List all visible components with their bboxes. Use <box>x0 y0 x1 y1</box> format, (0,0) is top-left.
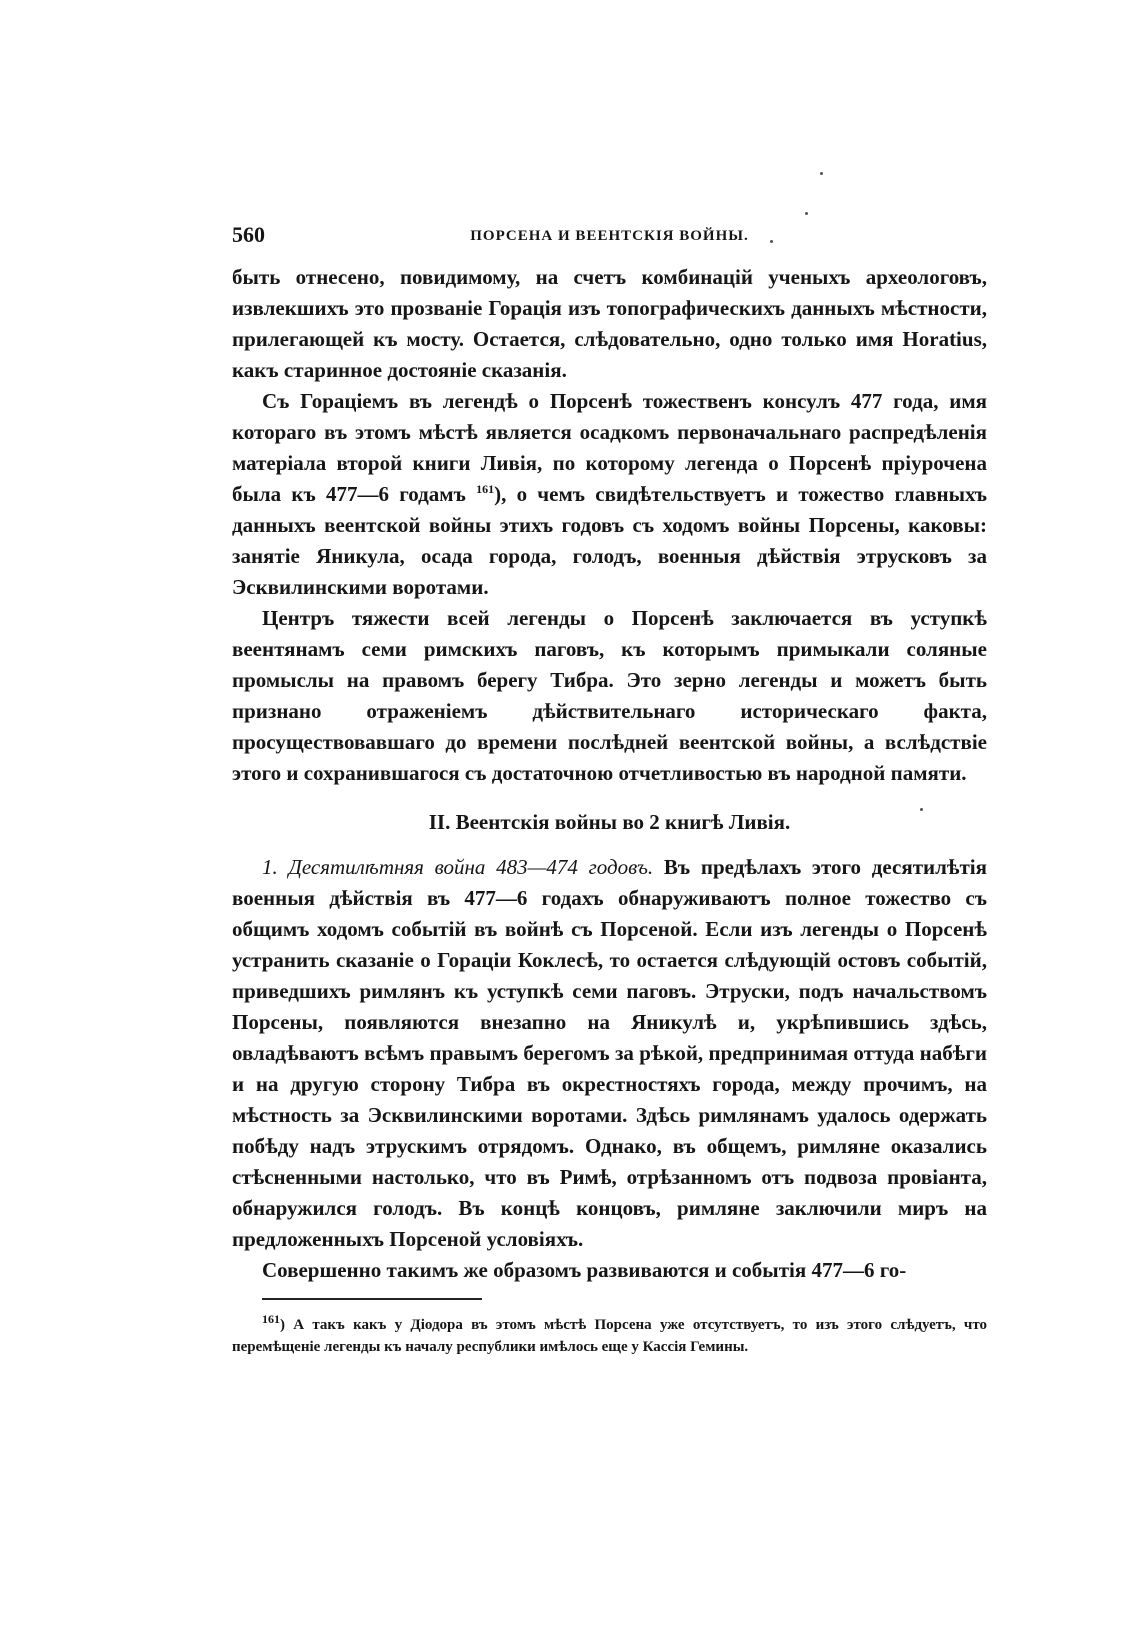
document-page <box>232 222 987 1358</box>
paragraph-2 <box>232 386 987 603</box>
paper-speck <box>805 212 808 215</box>
footnote-text: ) А такъ какъ у Діодора въ этомъ мѣстѣ Порсена уже отсутствуетъ, то изъ этого слѣдуетъ, что перемѣщеніе легенды къ началу республики имѣлось еще у Кассія Гемины. <box>232 1317 987 1355</box>
running-title: ПОРСЕНА И ВЕЕНТСКІЯ ВОЙНЫ. <box>470 228 749 244</box>
subsection-lead: 1. Десятилѣтняя война 483—474 годовъ. <box>262 855 654 879</box>
footnote-divider <box>262 1298 482 1300</box>
paragraph-2-text-after-note: ), о чемъ свидѣтельствуетъ и тожество главныхъ данныхъ веентской войны этихъ годовъ съ ходомъ войны Порсены, каковы: занятіе Яникула, осада города, голодъ, военныя дѣйствія этрусковъ за Эсквилинскими воротами. <box>232 482 987 599</box>
footnote-reference: 161 <box>476 482 495 496</box>
section-body <box>232 852 987 1286</box>
paper-speck <box>820 172 823 175</box>
subsection-paragraph <box>232 852 987 1255</box>
paragraph-3: Центръ тяжести всей легенды о Порсенѣ заключается въ уступкѣ веентянамъ семи римскихъ паговъ, къ которымъ примыкали соляные промыслы на правомъ берегу Тибра. Это зерно легенды и можетъ быть признано отраженіемъ дѣйствительнаго историческаго факта, просуществовавшаго до времени послѣдней веентской войны, а вслѣдствіе этого и сохранившагося съ достаточною отчетливостью въ народной памяти. <box>232 606 987 785</box>
page-header <box>232 222 987 262</box>
page-number: 560 <box>232 222 265 247</box>
paragraph-1: быть отнесено, повидимому, на счетъ комбинацій ученыхъ археологовъ, извлекшихъ это прозваніе Горація изъ топографическихъ данныхъ мѣстности, прилегающей къ мосту. Остается, слѣдовательно, одно только имя Horatius, какъ старинное достояніе сказанія. <box>232 265 987 382</box>
subsection-text: Въ предѣлахъ этого десятилѣтія военныя дѣйствія въ 477—6 годахъ обнаруживаютъ полное тожество съ общимъ ходомъ событій въ войнѣ съ Порсеной. Если изъ легенды о Порсенѣ устранить сказаніе о Гораціи Коклесѣ, то остается слѣдующій остовъ событій, приведшихъ римлянъ къ уступкѣ семи паговъ. Этруски, подъ начальствомъ Порсены, появляются внезапно на Яникулѣ и, укрѣпившись здѣсь, овладѣваютъ всѣмъ правымъ берегомъ за рѣкой, предпринимая оттуда набѣги и на другую сторону Тибра въ окрестностяхъ города, между прочимъ, на мѣстность за Эсквилинскими воротами. Здѣсь римлянамъ удалось одержать побѣду надъ этрускимъ отрядомъ. Однако, въ общемъ, римляне оказались стѣсненными настолько, что въ Римѣ, отрѣзанномъ отъ подвоза провіанта, обнаружился голодъ. Въ концѣ концовъ, римляне заключили миръ на предложенныхъ Порсеной условіяхъ. <box>232 855 988 1251</box>
body-text <box>232 262 987 789</box>
paragraph-2-text-before-note: Съ Гораціемъ въ легендѣ о Порсенѣ тожественъ консулъ 477 года, имя котораго въ этомъ мѣстѣ является осадкомъ первоначальнаго распредѣленія матеріала второй книги Ливія, по которому легенда о Порсенѣ пріурочена была къ 477—6 годамъ <box>232 389 987 506</box>
last-paragraph: Совершенно такимъ же образомъ развиваются и событія 477—6 го- <box>262 1258 907 1282</box>
footnote <box>232 1314 987 1358</box>
footnote-mark: 161 <box>262 1312 280 1326</box>
section-heading: II. Веентскія войны во 2 книгѣ Ливія. <box>428 810 791 834</box>
